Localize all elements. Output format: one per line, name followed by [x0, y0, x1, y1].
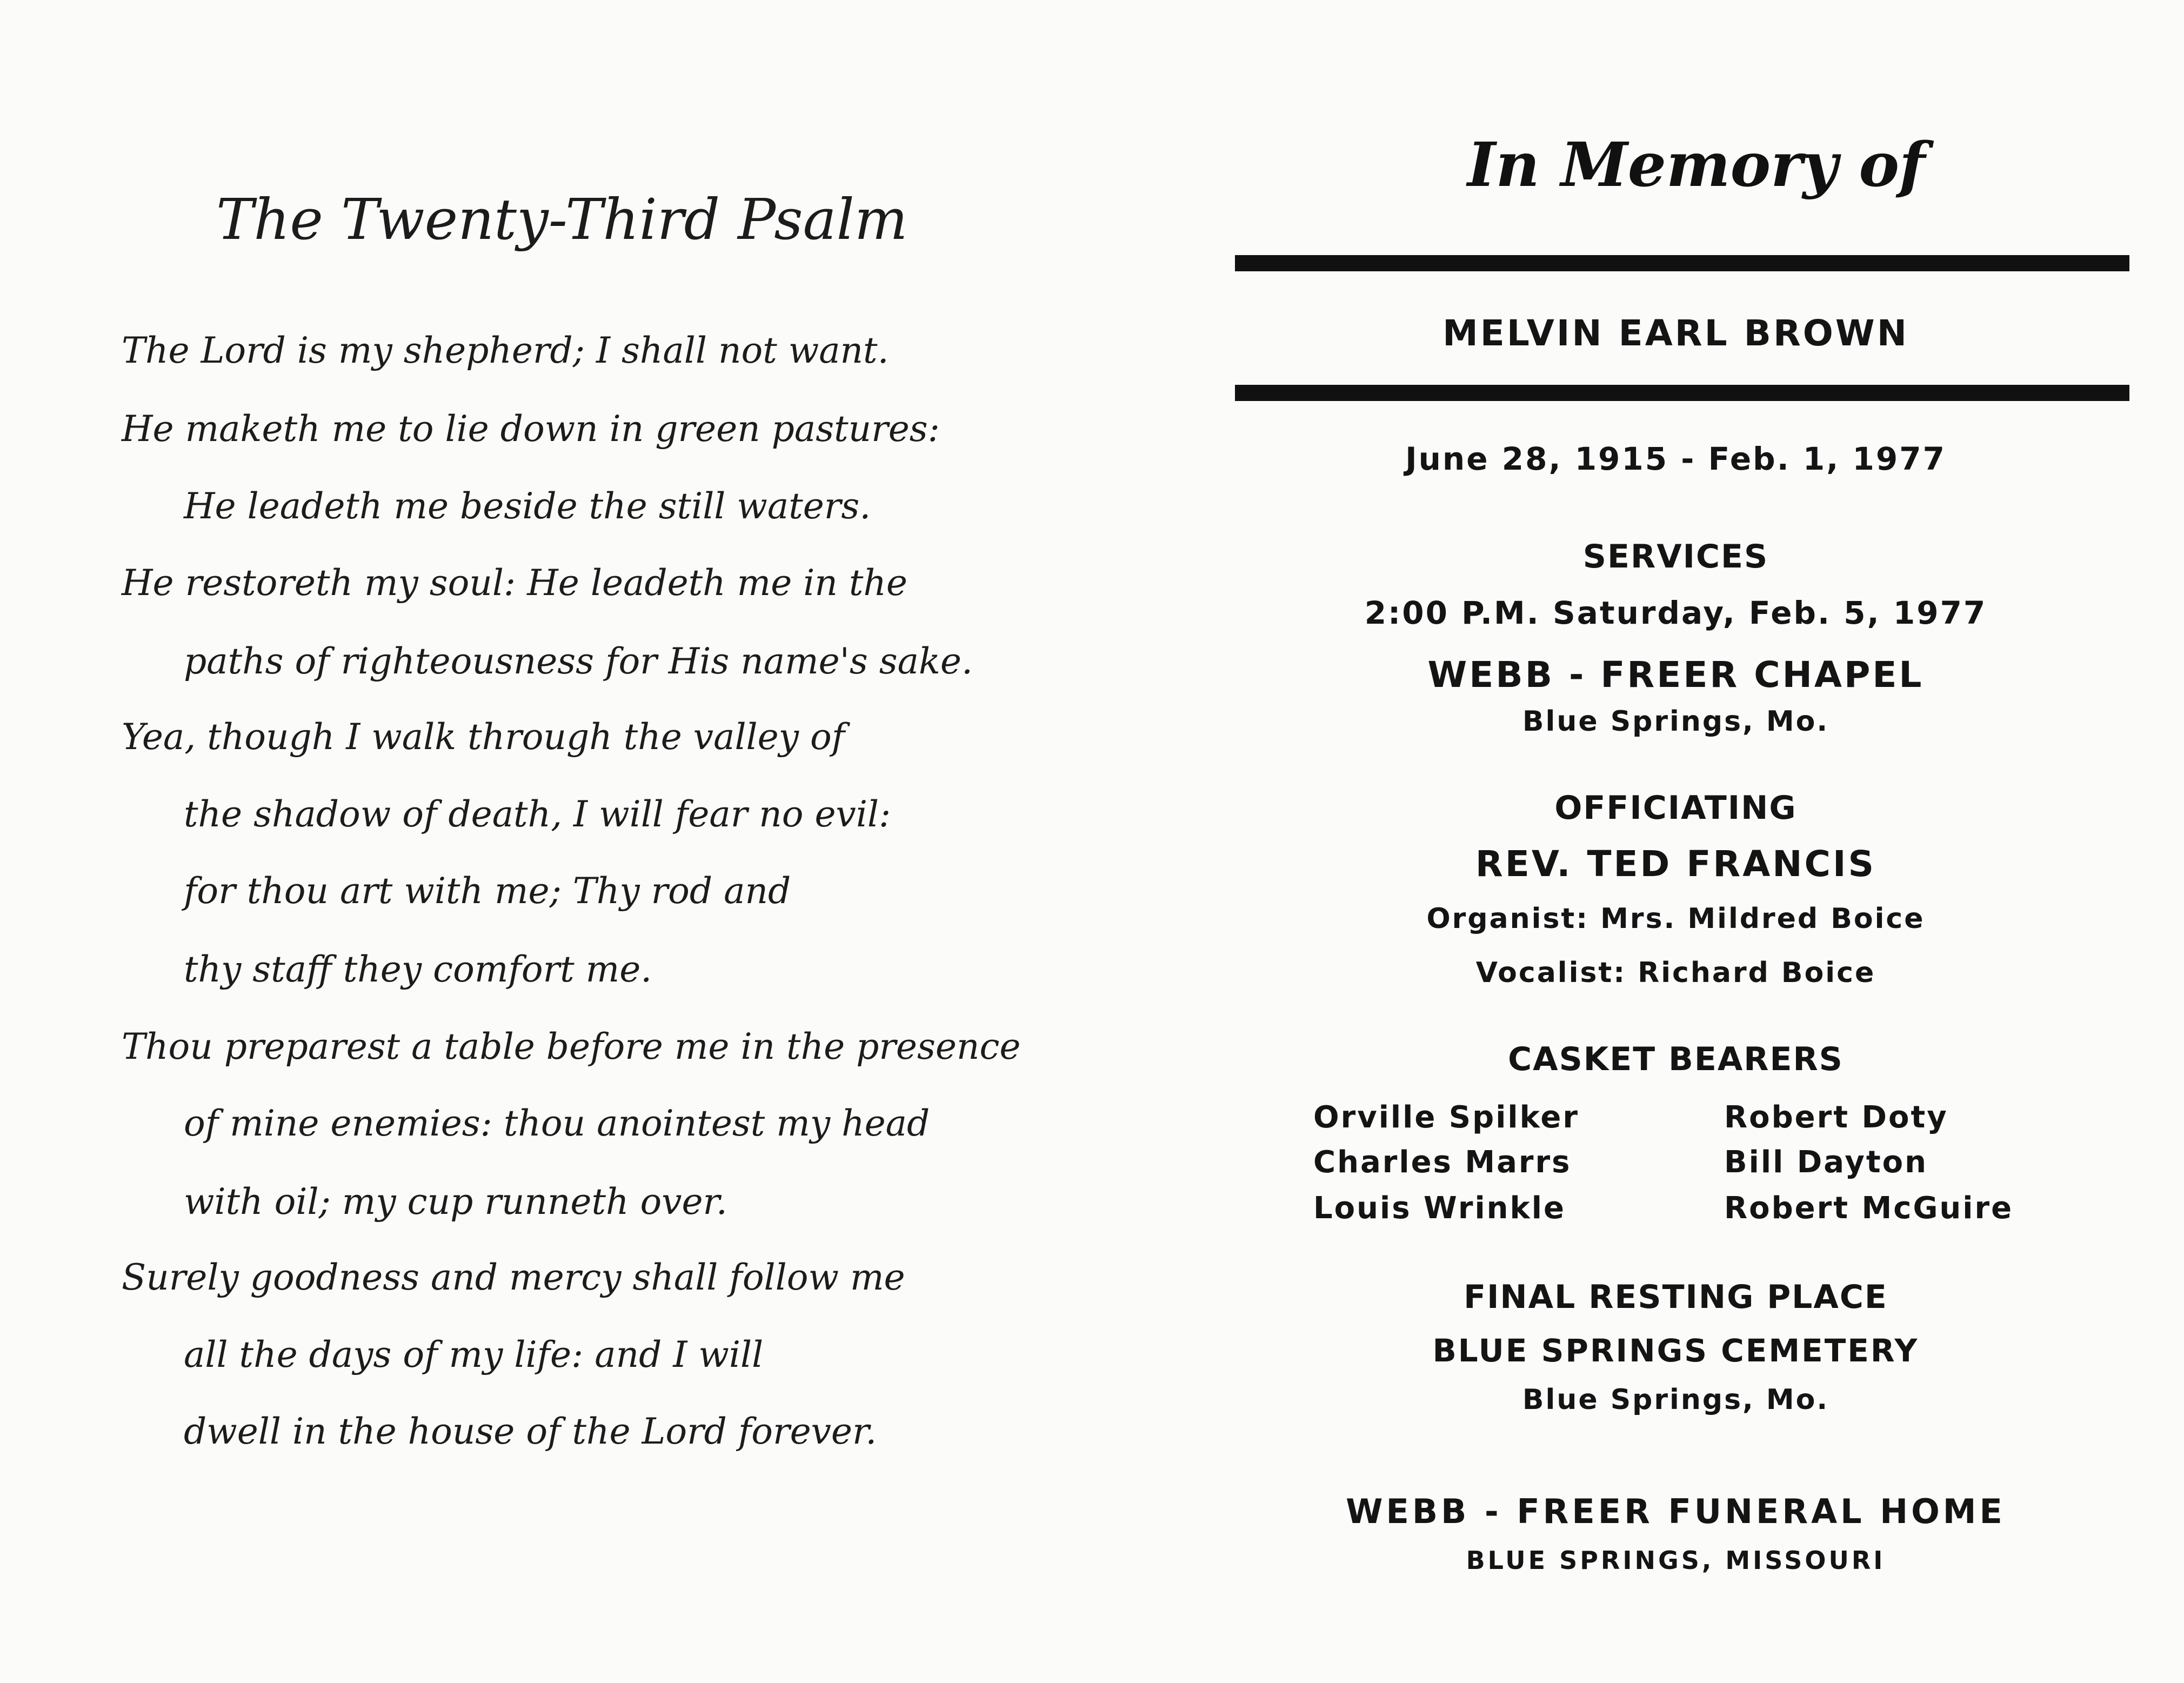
- services-heading: SERVICES: [1582, 538, 1769, 576]
- memorial-header: In Memory of: [1467, 130, 1926, 201]
- bottom-rule: [1235, 385, 2129, 401]
- psalm-line: dwell in the house of the Lord forever.: [184, 1411, 877, 1452]
- funeral-home-city: BLUE SPRINGS, MISSOURI: [1466, 1546, 1886, 1575]
- psalm-title: The Twenty-Third Psalm: [216, 186, 908, 252]
- officiating-heading: OFFICIATING: [1554, 789, 1797, 827]
- psalm-line: of mine enemies: thou anointest my head: [184, 1103, 930, 1144]
- casket-bearer: Bill Dayton: [1724, 1145, 1928, 1180]
- deceased-name: MELVIN EARL BROWN: [1442, 312, 1909, 354]
- casket-bearer: Charles Marrs: [1313, 1145, 1572, 1180]
- casket-bearer: Orville Spilker: [1313, 1100, 1579, 1135]
- memorial-panel: [1167, 0, 2184, 1683]
- casket-bearer: Robert Doty: [1724, 1100, 1948, 1135]
- psalm-line: thy staff they comfort me.: [184, 949, 652, 990]
- cemetery: BLUE SPRINGS CEMETERY: [1432, 1332, 1919, 1369]
- psalm-line: the shadow of death, I will fear no evil:: [184, 793, 891, 835]
- final-resting-heading: FINAL RESTING PLACE: [1464, 1278, 1888, 1316]
- vocalist: Vocalist: Richard Boice: [1475, 957, 1876, 989]
- casket-bearers-heading: CASKET BEARERS: [1508, 1040, 1844, 1078]
- casket-bearer: Robert McGuire: [1724, 1191, 2014, 1226]
- psalm-line: Yea, though I walk through the valley of: [122, 716, 845, 758]
- top-rule: [1235, 255, 2129, 271]
- cemetery-city: Blue Springs, Mo.: [1522, 1384, 1829, 1416]
- psalm-line: paths of righteousness for His name's sake.: [184, 640, 973, 682]
- psalm-line: Surely goodness and mercy shall follow me: [122, 1257, 905, 1298]
- organist: Organist: Mrs. Mildred Boice: [1426, 903, 1925, 935]
- psalm-line: He maketh me to lie down in green pastures:: [122, 408, 940, 450]
- psalm-line: for thou art with me; Thy rod and: [184, 870, 791, 912]
- minister: REV. TED FRANCIS: [1475, 843, 1876, 885]
- service-time: 2:00 P.M. Saturday, Feb. 5, 1977: [1364, 595, 1987, 631]
- psalm-line: with oil; my cup runneth over.: [184, 1181, 727, 1223]
- psalm-line: The Lord is my shepherd; I shall not want.: [122, 330, 889, 371]
- funeral-home-name: WEBB - FREER FUNERAL HOME: [1346, 1492, 2006, 1531]
- psalm-line: Thou preparest a table before me in the presence: [122, 1026, 1021, 1067]
- service-city: Blue Springs, Mo.: [1522, 705, 1829, 738]
- psalm-line: all the days of my life: and I will: [184, 1334, 764, 1375]
- casket-bearer: Louis Wrinkle: [1313, 1191, 1566, 1226]
- psalm-panel: [0, 0, 1070, 1683]
- service-place: WEBB - FREER CHAPEL: [1427, 654, 1924, 696]
- psalm-line: He restoreth my soul: He leadeth me in the: [122, 562, 907, 604]
- psalm-line: He leadeth me beside the still waters.: [184, 485, 871, 527]
- life-dates: June 28, 1915 - Feb. 1, 1977: [1405, 440, 1946, 477]
